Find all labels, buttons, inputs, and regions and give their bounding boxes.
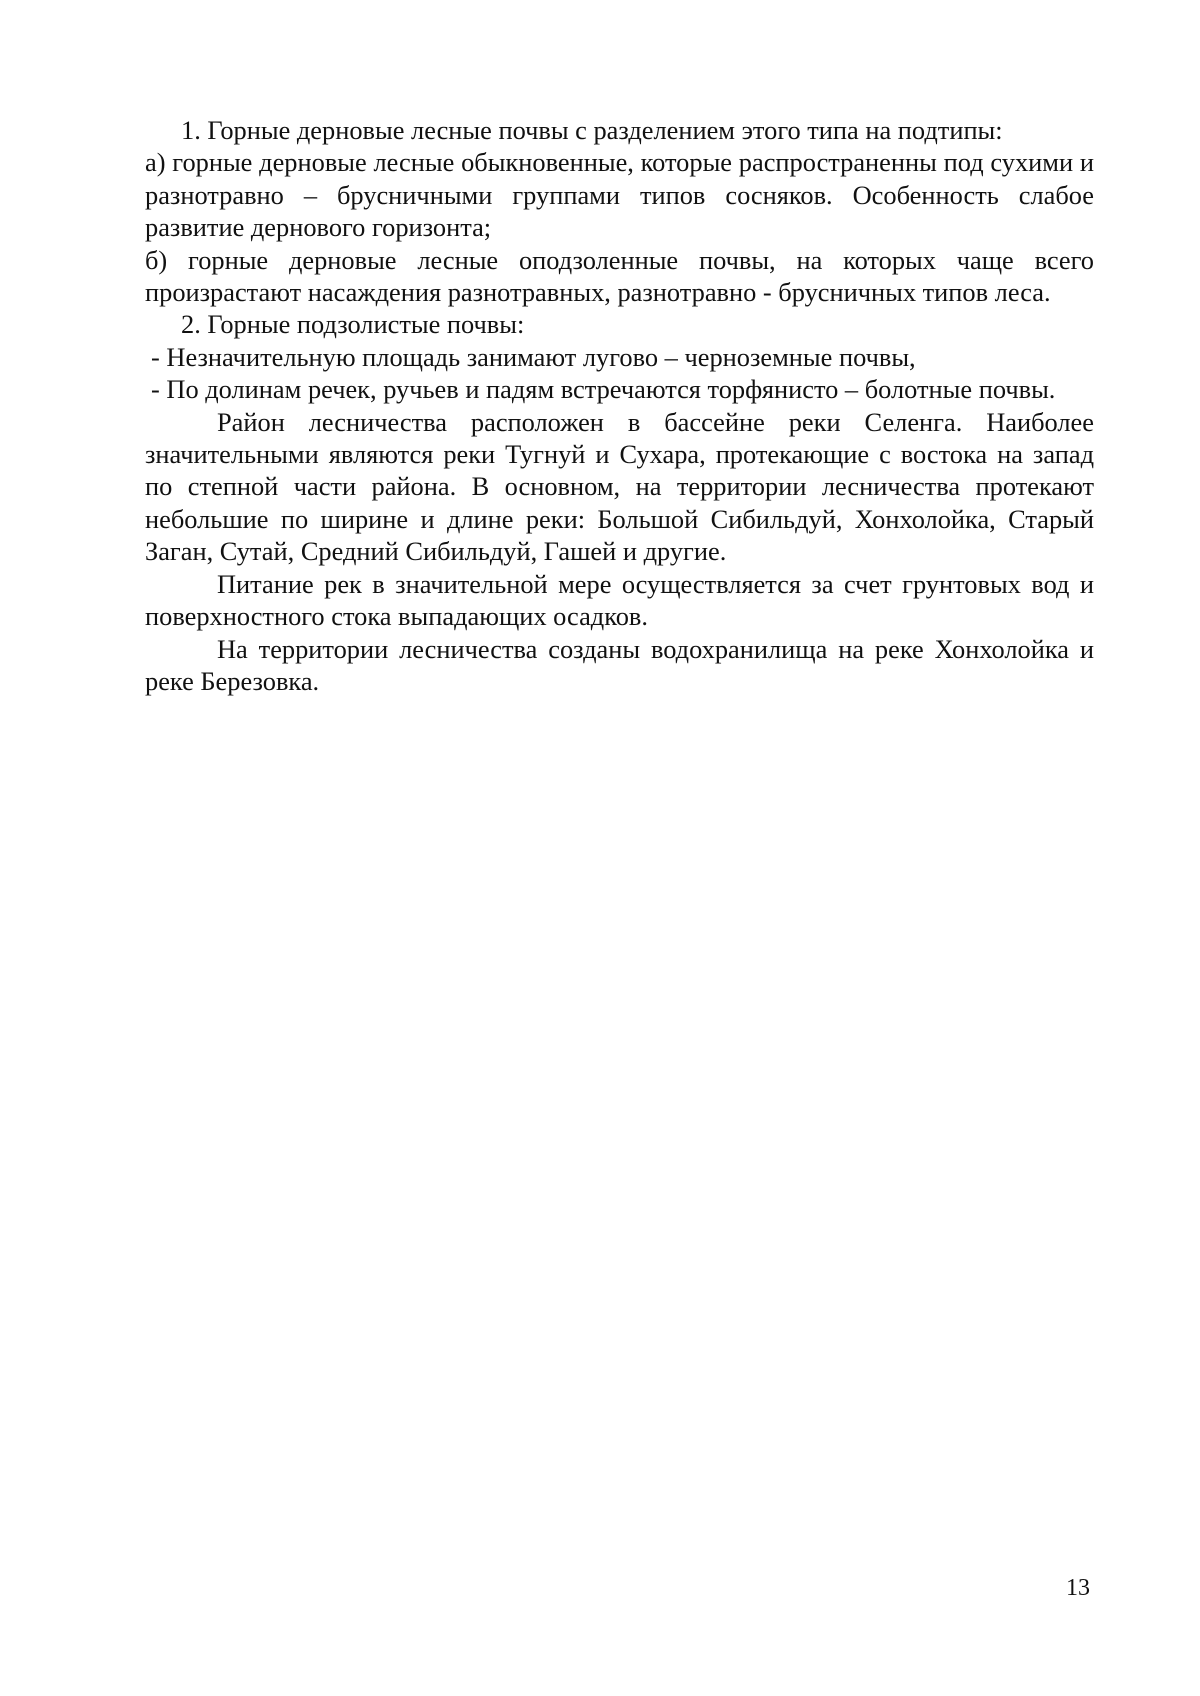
rivers-paragraph: Район лесничества расположен в бассейне реки Селенга. Наиболее значительными являются реки Тугнуй и Сухара, протекающие с востока на запад по степной части района. В основном, на территории лесничества протекают небольшие по ширине и длине реки: Большой Сибильдуй, Хонхолойка, Старый Заган, Сутай, Средний Сибильдуй, Гашей и другие.: [145, 406, 1094, 567]
dash-item-1: - Незначительную площадь занимают лугово – черноземные почвы,: [151, 341, 916, 372]
dash-item-2: - По долинам речек, ручьев и падям встречаются торфянисто – болотные почвы.: [151, 374, 1056, 405]
page-number: 13: [1066, 1575, 1090, 1601]
subtype-b-paragraph: б) горные дерновые лесные оподзоленные почвы, на которых чаще всего произрастают насаждения разнотравных, разнотравно - брусничных типов леса.: [145, 244, 1094, 308]
river-feeding-paragraph: Питание рек в значительной мере осуществляется за счет грунтовых вод и поверхностного стока выпадающих осадков.: [145, 568, 1094, 632]
list-item-2: 2. Горные подзолистые почвы:: [181, 309, 525, 340]
reservoirs-paragraph: На территории лесничества созданы водохранилища на реке Хонхолойка и реке Березовка.: [145, 633, 1094, 696]
list-item-1: 1. Горные дерновые лесные почвы с разделением этого типа на подтипы:: [181, 115, 1003, 145]
body-text: [145, 114, 1094, 697]
subtype-a-paragraph: а) горные дерновые лесные обыкновенные, которые распространенны под сухими и разнотравно – брусничными группами типов сосняков. Особенность слабое развитие дернового горизонта;: [145, 147, 1094, 243]
